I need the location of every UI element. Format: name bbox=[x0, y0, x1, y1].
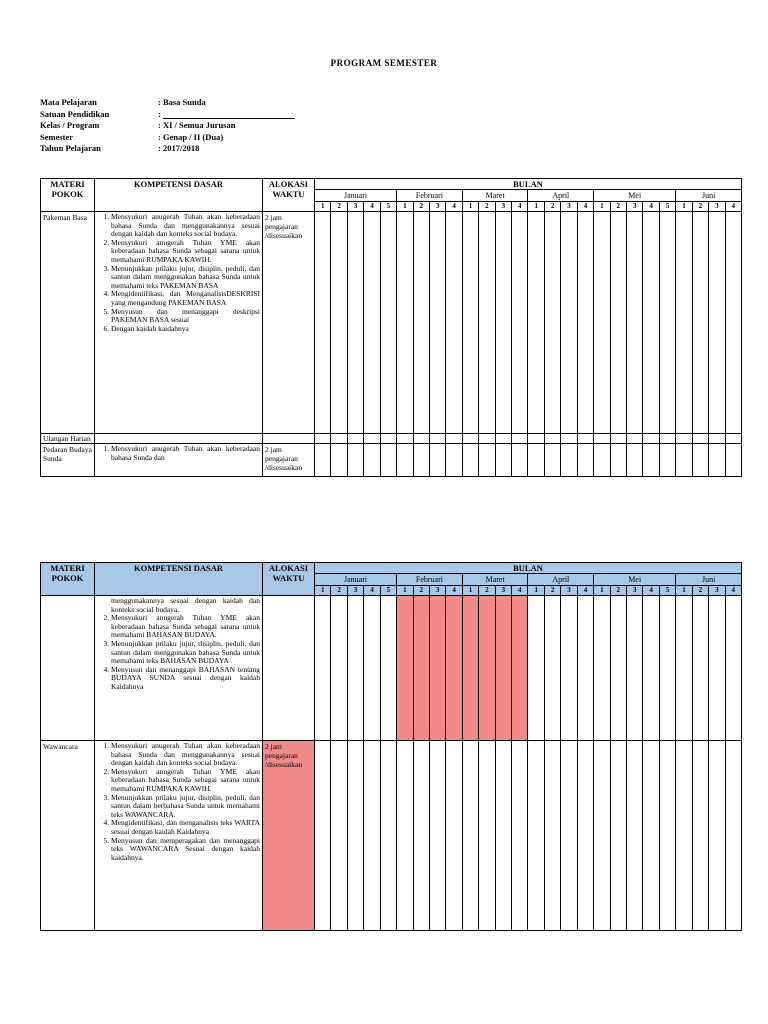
kd-item: 1. Mensyukuri anugerah Tuhan akan keberadaan bahasa Sunda dan menggunakannya sesuai dengan kaidah dan konteks social budaya. bbox=[111, 742, 260, 768]
week-header: 5 bbox=[659, 202, 675, 212]
week-header: 2 bbox=[610, 586, 626, 596]
week-header: 3 bbox=[495, 586, 511, 596]
week-cell bbox=[528, 741, 544, 931]
week-cell bbox=[495, 212, 511, 434]
page-title: PROGRAM SEMESTER bbox=[330, 58, 438, 68]
week-header: 3 bbox=[429, 202, 445, 212]
alokasi-cell: 2 jam pengajaran /disesuaikan bbox=[263, 444, 315, 477]
month-header: Mei bbox=[594, 190, 676, 202]
week-cell bbox=[446, 741, 462, 931]
week-cell bbox=[331, 434, 347, 444]
kd-item: 6. Dengan kaidah kaidahnya bbox=[111, 325, 260, 334]
week-cell bbox=[709, 741, 725, 931]
week-header: 1 bbox=[315, 202, 331, 212]
kd-item: 2. Mensyukuri anugerah Tuhan YME akan keberadaan bahasa Sunda sebagai sarana untuk memahami RUMPAKA KAWIH. bbox=[111, 768, 260, 794]
week-header: 2 bbox=[479, 202, 495, 212]
week-cell bbox=[479, 212, 495, 434]
week-cell bbox=[577, 596, 593, 741]
week-header: 4 bbox=[364, 202, 380, 212]
header-materi: MATERI POKOK bbox=[41, 179, 95, 212]
week-header: 4 bbox=[725, 586, 741, 596]
week-cell bbox=[544, 434, 560, 444]
week-cell bbox=[446, 596, 462, 741]
week-cell bbox=[561, 212, 577, 434]
week-cell bbox=[594, 741, 610, 931]
week-cell bbox=[446, 434, 462, 444]
week-header: 3 bbox=[709, 586, 725, 596]
month-header: Februari bbox=[397, 574, 463, 586]
week-cell bbox=[610, 212, 626, 434]
kd-cell bbox=[95, 444, 263, 477]
week-header: 1 bbox=[594, 202, 610, 212]
kd-item: 1. Mensyukuri anugerah Tuhan akan keberadaan bahasa Sunda dan menggunakannya sesuai dengan kaidah dan konteks social budaya. bbox=[111, 213, 260, 239]
kd-item: 3. Menunjukkan prilaku jujur, disiplin, peduli, dan santun dalam menggunakan bahasa Sunda untuk memahami teks PAKEMAN BASA bbox=[111, 265, 260, 291]
kd-cell bbox=[95, 596, 263, 741]
week-cell bbox=[413, 212, 429, 434]
week-header: 2 bbox=[413, 586, 429, 596]
week-cell bbox=[627, 596, 643, 741]
header-alokasi: ALOKASI WAKTU bbox=[263, 563, 315, 596]
week-cell bbox=[544, 444, 560, 477]
week-header: 3 bbox=[347, 202, 363, 212]
week-cell bbox=[315, 444, 331, 477]
week-cell bbox=[380, 444, 396, 477]
week-cell bbox=[512, 434, 528, 444]
week-cell bbox=[561, 741, 577, 931]
week-cell bbox=[709, 444, 725, 477]
week-header: 1 bbox=[528, 586, 544, 596]
info-row-semester bbox=[40, 132, 295, 144]
week-header: 3 bbox=[561, 586, 577, 596]
week-cell bbox=[577, 444, 593, 477]
info-row-school bbox=[40, 109, 295, 121]
week-cell bbox=[544, 596, 560, 741]
week-header: 1 bbox=[462, 202, 478, 212]
week-cell bbox=[692, 212, 708, 434]
week-cell bbox=[610, 444, 626, 477]
week-cell bbox=[495, 741, 511, 931]
week-cell bbox=[725, 212, 741, 434]
week-cell bbox=[659, 444, 675, 477]
info-value: : 2017/2018 bbox=[158, 143, 200, 153]
week-cell bbox=[397, 444, 413, 477]
week-header: 5 bbox=[380, 586, 396, 596]
week-cell bbox=[331, 596, 347, 741]
kd-item: 3. Menunjukkan prilaku jujur, disiplin, peduli, dan santun dalam menggunakan bahasa Sunda untuk memahami teks BAHASAN BUDAYA bbox=[111, 640, 260, 666]
week-cell bbox=[725, 596, 741, 741]
week-cell bbox=[364, 596, 380, 741]
week-cell bbox=[413, 596, 429, 741]
week-header: 2 bbox=[479, 586, 495, 596]
week-cell bbox=[643, 741, 659, 931]
week-header: 5 bbox=[380, 202, 396, 212]
week-cell bbox=[429, 741, 445, 931]
week-cell bbox=[692, 444, 708, 477]
week-cell bbox=[676, 596, 692, 741]
week-cell bbox=[413, 444, 429, 477]
kd-item: 5. Menyusun dan menanggapi deskripsi PAKEMAN BASA sesuai bbox=[111, 308, 260, 325]
week-cell bbox=[676, 741, 692, 931]
week-cell bbox=[659, 434, 675, 444]
week-cell bbox=[692, 741, 708, 931]
info-value: : XI / Semua Jurusan bbox=[158, 120, 236, 130]
week-header: 2 bbox=[692, 586, 708, 596]
week-cell bbox=[725, 444, 741, 477]
week-cell bbox=[462, 596, 478, 741]
week-cell bbox=[479, 434, 495, 444]
week-cell bbox=[594, 596, 610, 741]
kd-cell bbox=[95, 212, 263, 434]
header-materi: MATERI POKOK bbox=[41, 563, 95, 596]
week-header: 2 bbox=[331, 586, 347, 596]
week-cell bbox=[429, 212, 445, 434]
week-header: 2 bbox=[413, 202, 429, 212]
info-label: Kelas / Program bbox=[40, 120, 100, 130]
week-header: 2 bbox=[544, 202, 560, 212]
week-cell bbox=[512, 212, 528, 434]
week-cell bbox=[659, 212, 675, 434]
week-cell bbox=[709, 434, 725, 444]
week-cell bbox=[544, 741, 560, 931]
week-cell bbox=[676, 444, 692, 477]
header-kd: KOMPETENSI DASAR bbox=[95, 179, 263, 212]
week-cell bbox=[709, 212, 725, 434]
week-cell bbox=[429, 434, 445, 444]
week-cell bbox=[331, 444, 347, 477]
week-header: 3 bbox=[561, 202, 577, 212]
week-header: 1 bbox=[397, 202, 413, 212]
week-cell bbox=[643, 212, 659, 434]
week-header: 4 bbox=[446, 586, 462, 596]
info-label: Mata Pelajaran bbox=[40, 97, 97, 107]
alokasi-cell-highlighted: 2 jam pengajaran /disesuaikan bbox=[263, 741, 315, 931]
materi-cell: Pedaran Budaya Sunda bbox=[41, 444, 95, 477]
week-header: 3 bbox=[429, 586, 445, 596]
ulangan-harian: Ulangan Harian bbox=[41, 434, 95, 444]
week-cell bbox=[512, 596, 528, 741]
month-header: Mei bbox=[594, 574, 676, 586]
week-cell bbox=[347, 444, 363, 477]
week-cell bbox=[397, 434, 413, 444]
week-header: 3 bbox=[347, 586, 363, 596]
week-cell bbox=[709, 596, 725, 741]
week-cell bbox=[725, 434, 741, 444]
week-cell bbox=[594, 444, 610, 477]
week-cell bbox=[495, 444, 511, 477]
header-kd: KOMPETENSI DASAR bbox=[95, 563, 263, 596]
week-header: 2 bbox=[331, 202, 347, 212]
week-cell bbox=[561, 434, 577, 444]
week-cell bbox=[413, 741, 429, 931]
info-value: : Basa Sunda bbox=[158, 97, 206, 107]
month-header: April bbox=[528, 574, 594, 586]
week-cell bbox=[676, 212, 692, 434]
week-cell bbox=[479, 444, 495, 477]
kd-item: 4. Menyusun dan menanggapi BAHASAN tentang BUDAYA SUNDA sesuai dengan kaidah Kaidahnya bbox=[111, 666, 260, 692]
week-cell bbox=[643, 444, 659, 477]
week-cell bbox=[364, 444, 380, 477]
week-cell bbox=[380, 741, 396, 931]
info-label: Satuan Pendidikan bbox=[40, 108, 110, 119]
week-cell bbox=[577, 434, 593, 444]
week-header: 1 bbox=[676, 586, 692, 596]
header-bulan: BULAN bbox=[315, 563, 742, 574]
header-bulan: BULAN bbox=[315, 179, 742, 190]
info-value: : Genap / II (Dua) bbox=[158, 131, 224, 142]
week-cell bbox=[692, 596, 708, 741]
week-header: 1 bbox=[594, 586, 610, 596]
week-cell bbox=[397, 212, 413, 434]
week-cell bbox=[315, 741, 331, 931]
week-cell bbox=[347, 212, 363, 434]
week-cell bbox=[364, 741, 380, 931]
week-header: 1 bbox=[528, 202, 544, 212]
week-header: 4 bbox=[512, 586, 528, 596]
week-header: 4 bbox=[446, 202, 462, 212]
materi-cell: Wawancara bbox=[41, 741, 95, 931]
week-header: 1 bbox=[462, 586, 478, 596]
week-cell bbox=[512, 444, 528, 477]
week-cell bbox=[380, 212, 396, 434]
kd-item: 4. Mengidentifikasi, dan MenganalisisDESKRISI yang mengandung PAKEMAN BASA bbox=[111, 290, 260, 307]
info-value: : bbox=[158, 108, 161, 119]
week-cell bbox=[380, 434, 396, 444]
week-cell bbox=[315, 212, 331, 434]
month-header: Juni bbox=[676, 574, 742, 586]
week-cell bbox=[725, 741, 741, 931]
course-info bbox=[40, 97, 295, 155]
week-cell bbox=[643, 596, 659, 741]
header-alokasi: ALOKASI WAKTU bbox=[263, 179, 315, 212]
week-cell bbox=[446, 212, 462, 434]
week-cell bbox=[528, 212, 544, 434]
week-cell bbox=[479, 741, 495, 931]
week-cell bbox=[331, 741, 347, 931]
week-cell bbox=[610, 434, 626, 444]
month-header: Maret bbox=[462, 574, 528, 586]
week-cell bbox=[429, 596, 445, 741]
kd-item: 3. Menunjukkan prilaku jujur, disiplin, peduli, dan santun dalam berbahasa Sunda untuk memahami teks WAWANCARA. bbox=[111, 794, 260, 820]
schedule-table-1 bbox=[40, 178, 742, 477]
kd-cell bbox=[95, 741, 263, 931]
week-cell bbox=[397, 596, 413, 741]
week-cell bbox=[528, 596, 544, 741]
week-cell bbox=[627, 444, 643, 477]
week-header: 1 bbox=[397, 586, 413, 596]
week-cell bbox=[528, 444, 544, 477]
week-cell bbox=[692, 434, 708, 444]
week-cell bbox=[462, 444, 478, 477]
week-cell bbox=[594, 434, 610, 444]
week-cell bbox=[512, 741, 528, 931]
week-cell bbox=[659, 741, 675, 931]
week-cell bbox=[364, 212, 380, 434]
kd-continued: menggunakannya sesuai dengan kaidah dan konteks social budaya. bbox=[111, 596, 260, 614]
week-cell bbox=[610, 741, 626, 931]
week-cell bbox=[495, 596, 511, 741]
week-cell bbox=[544, 212, 560, 434]
month-header: Januari bbox=[315, 190, 397, 202]
week-header: 2 bbox=[610, 202, 626, 212]
week-header: 3 bbox=[709, 202, 725, 212]
week-cell bbox=[364, 434, 380, 444]
month-header: Juni bbox=[676, 190, 742, 202]
week-header: 2 bbox=[692, 202, 708, 212]
week-header: 4 bbox=[643, 586, 659, 596]
kd-item: 1. Mensyukuri anugerah Tuhan akan keberadaan bahasa Sunda dan bbox=[111, 445, 260, 462]
week-cell bbox=[561, 596, 577, 741]
week-cell bbox=[347, 596, 363, 741]
week-cell bbox=[577, 212, 593, 434]
info-label: Semester bbox=[40, 131, 74, 142]
schedule-table-2 bbox=[40, 562, 742, 931]
week-cell bbox=[495, 434, 511, 444]
kd-item: 5. Menyusun dan memperagakan dan menanggapi teks WAWANCARA Sesuai dengan kaidah kaidahnya. bbox=[111, 837, 260, 863]
week-cell bbox=[627, 212, 643, 434]
week-cell bbox=[413, 434, 429, 444]
week-header: 4 bbox=[577, 586, 593, 596]
week-header: 4 bbox=[725, 202, 741, 212]
kd-item: 2. Mensyukuri anugerah Tuhan YME akan keberadaan bahasa Sunda sebagai sarana untuk memahami RUMPAKA KAWIH. bbox=[111, 239, 260, 265]
week-header: 2 bbox=[544, 586, 560, 596]
week-cell bbox=[462, 741, 478, 931]
week-cell bbox=[462, 434, 478, 444]
week-header: 4 bbox=[512, 202, 528, 212]
week-header: 4 bbox=[364, 586, 380, 596]
week-cell bbox=[627, 741, 643, 931]
info-row-class bbox=[40, 120, 295, 132]
week-header: 3 bbox=[627, 202, 643, 212]
info-label: Tahun Pelajaran bbox=[40, 143, 101, 153]
week-cell bbox=[462, 212, 478, 434]
week-cell bbox=[528, 434, 544, 444]
info-row-subject bbox=[40, 97, 295, 109]
week-header: 3 bbox=[627, 586, 643, 596]
month-header: Februari bbox=[397, 190, 463, 202]
week-cell bbox=[643, 434, 659, 444]
week-cell bbox=[315, 596, 331, 741]
week-header: 1 bbox=[315, 586, 331, 596]
week-header: 4 bbox=[577, 202, 593, 212]
week-cell bbox=[594, 212, 610, 434]
week-cell bbox=[347, 741, 363, 931]
week-cell bbox=[315, 434, 331, 444]
week-cell bbox=[331, 212, 347, 434]
week-cell bbox=[627, 434, 643, 444]
week-cell bbox=[479, 596, 495, 741]
week-cell bbox=[659, 596, 675, 741]
week-cell bbox=[676, 434, 692, 444]
kd-item: 2. Mensyukuri anugerah Tuhan YME akan keberadaan bahasa Sunda sebagai sarana untuk memahami BAHASAN BUDAYA. bbox=[111, 614, 260, 640]
week-cell bbox=[397, 741, 413, 931]
week-cell bbox=[610, 596, 626, 741]
month-header: April bbox=[528, 190, 594, 202]
month-header: Januari bbox=[315, 574, 397, 586]
week-header: 5 bbox=[659, 586, 675, 596]
week-header: 4 bbox=[643, 202, 659, 212]
alokasi-cell: 2 jam pengajaran /disesuaikan bbox=[263, 212, 315, 434]
kd-item: 4. Mengidentifikasi, dan menganalisis teks WARTA sesuai dengan kaidah Kaidahnya bbox=[111, 819, 260, 836]
month-header: Maret bbox=[462, 190, 528, 202]
week-cell bbox=[429, 444, 445, 477]
week-cell bbox=[446, 444, 462, 477]
week-header: 3 bbox=[495, 202, 511, 212]
week-cell bbox=[347, 434, 363, 444]
week-cell bbox=[380, 596, 396, 741]
week-cell bbox=[561, 444, 577, 477]
week-header: 1 bbox=[676, 202, 692, 212]
blank-line bbox=[163, 110, 295, 119]
info-row-year bbox=[40, 143, 295, 155]
week-cell bbox=[577, 741, 593, 931]
materi-cell: Pakeman Basa bbox=[41, 212, 95, 434]
